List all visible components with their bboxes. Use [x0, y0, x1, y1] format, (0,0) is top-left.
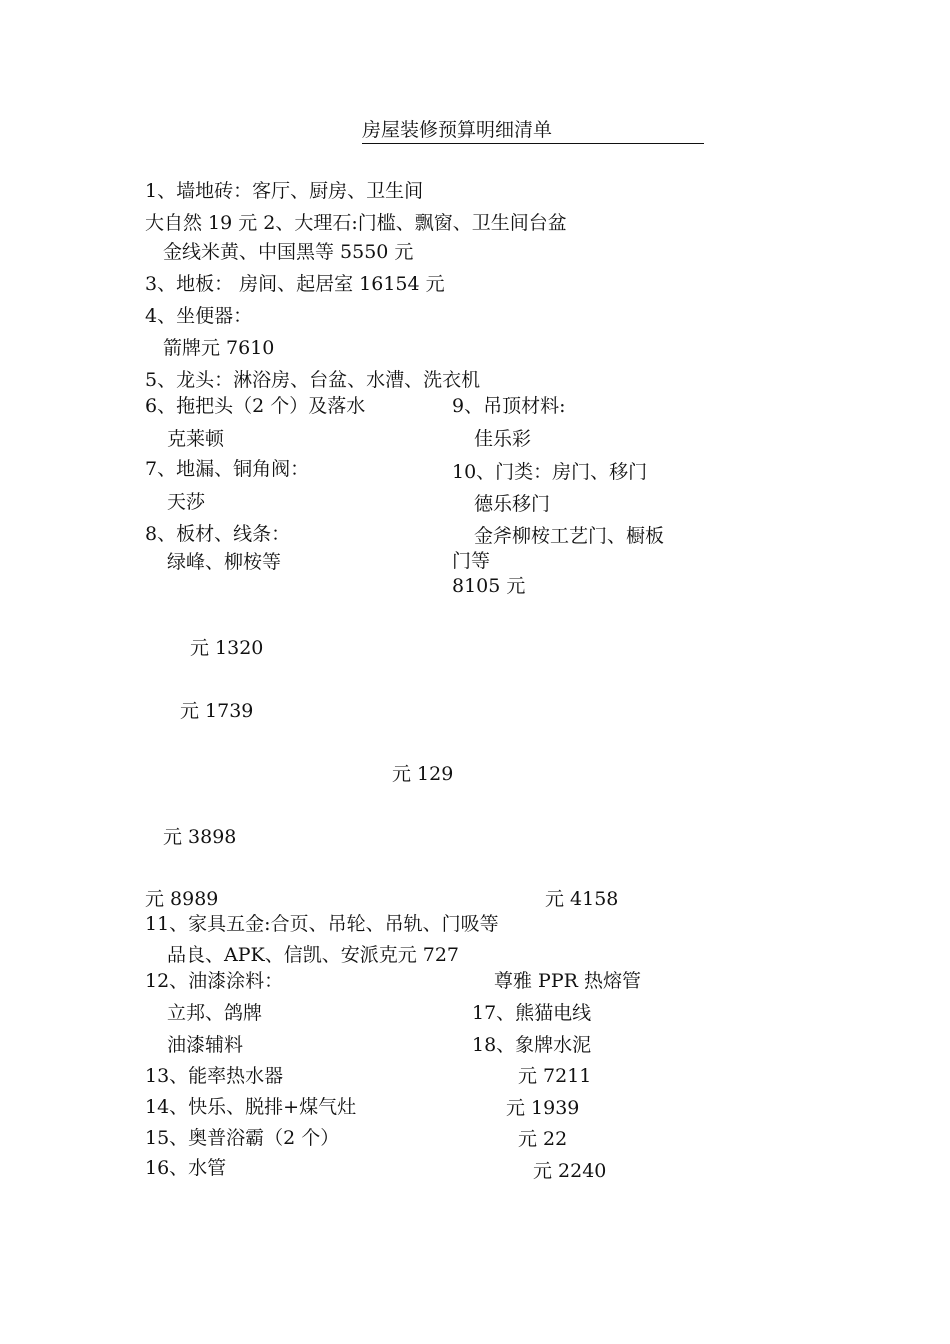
line-7-drain: 7、地漏、铜角阀： — [145, 458, 310, 480]
line-door-detail-2: 门等 — [452, 550, 491, 572]
price-1739: 元 1739 — [180, 700, 254, 722]
document-title: 房屋装修预算明细清单 — [362, 118, 704, 144]
line-15-bath-heater: 15、奥普浴霸（2 个） — [145, 1127, 340, 1149]
line-paint-brands: 立邦、鸽牌 — [167, 1002, 263, 1024]
price-129: 元 129 — [392, 763, 454, 785]
price-8989: 元 8989 — [145, 888, 219, 910]
price-1939: 元 1939 — [506, 1097, 580, 1119]
line-13-water-heater: 13、能率热水器 — [145, 1065, 284, 1087]
line-door-price: 8105 元 — [452, 575, 526, 597]
line-door-brand: 德乐移门 — [474, 493, 551, 515]
line-toilet-brand: 箭牌元 7610 — [163, 337, 275, 359]
line-door-detail: 金斧柳桉工艺门、橱板 — [474, 525, 665, 547]
line-18-cement: 18、象牌水泥 — [472, 1034, 592, 1056]
line-drain-brand: 天莎 — [167, 491, 206, 513]
price-22: 元 22 — [518, 1128, 568, 1150]
line-ceiling-brand: 佳乐彩 — [474, 428, 532, 450]
line-14-hood-stove: 14、快乐、脱排+煤气灶 — [145, 1096, 357, 1118]
line-marble-detail: 金线米黄、中国黑等 5550 元 — [163, 241, 414, 263]
line-mop-brand: 克莱顿 — [167, 428, 225, 450]
line-16-water-pipe: 16、水管 — [145, 1157, 227, 1179]
line-11-hardware: 11、家具五金:合页、吊轮、吊轨、门吸等 — [145, 913, 499, 935]
line-17-wire: 17、熊猫电线 — [472, 1002, 592, 1024]
line-paint-aux: 油漆辅料 — [167, 1034, 244, 1056]
price-4158: 元 4158 — [545, 888, 619, 910]
line-5-faucet: 5、龙头：淋浴房、台盆、水漕、洗衣机 — [145, 369, 481, 391]
line-8-boards: 8、板材、线条： — [145, 523, 291, 545]
line-board-brand: 绿峰、柳桉等 — [167, 551, 282, 573]
line-6-mop-head: 6、拖把头（2 个）及落水 — [145, 395, 366, 417]
line-2-marble: 大自然 19 元 2、大理石:门槛、飘窗、卫生间台盆 — [145, 212, 567, 234]
line-1-tiles: 1、墙地砖：客厅、厨房、卫生间 — [145, 180, 424, 202]
price-3898: 元 3898 — [163, 826, 237, 848]
price-7211: 元 7211 — [518, 1065, 592, 1087]
price-1320: 元 1320 — [190, 637, 264, 659]
line-12-paint: 12、油漆涂料： — [145, 970, 284, 992]
line-4-toilet: 4、坐便器： — [145, 305, 253, 327]
line-10-doors: 10、门类：房门、移门 — [452, 461, 648, 483]
price-2240: 元 2240 — [533, 1160, 607, 1182]
line-9-ceiling: 9、吊顶材料: — [452, 395, 566, 417]
line-hardware-brands: 品良、APK、信凯、安派克元 727 — [167, 944, 460, 966]
line-3-floor: 3、地板： 房间、起居室 16154 元 — [145, 273, 445, 295]
line-pipe-brand: 尊雅 PPR 热熔管 — [494, 970, 641, 992]
